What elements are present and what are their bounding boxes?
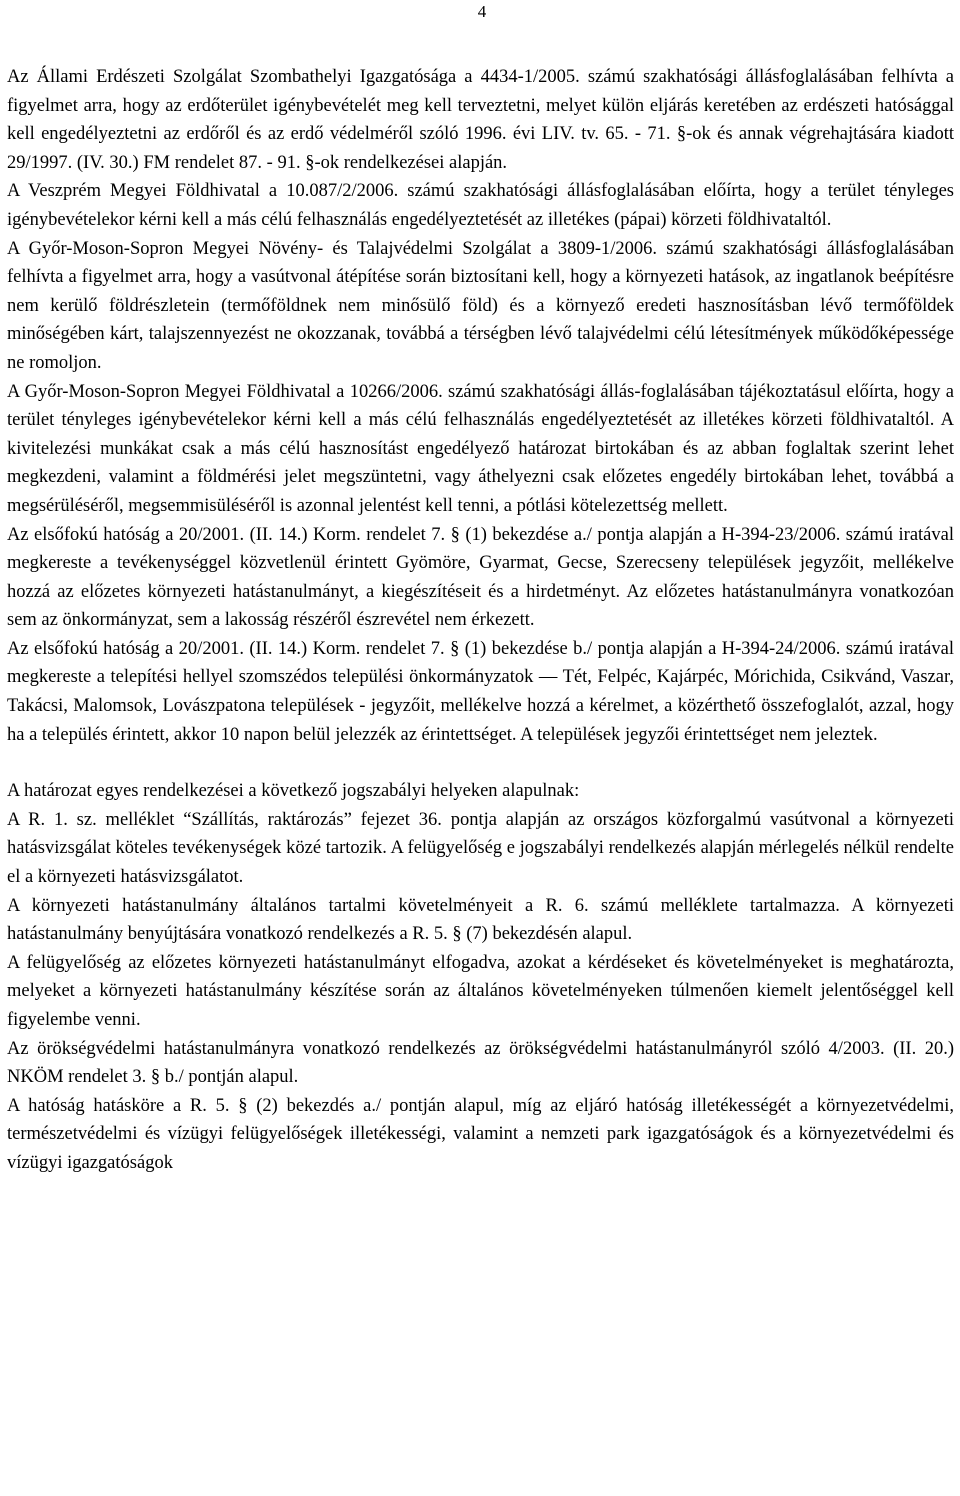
paragraph-authority-competence: A hatóság hatásköre a R. 5. § (2) bekezdés a./ pontján alapul, míg az eljáró hatóság illetékességét a környezetvédelmi, természetvédelmi és vízügyi felügyelőségek illetékességi, valamint a nemzeti park igazgatóságok és a környezetvédelmi és vízügyi igazgatóságok bbox=[7, 1095, 954, 1173]
paragraph-first-instance-a: Az elsőfokú hatóság a 20/2001. (II. 14.) Korm. rendelet 7. § (1) bekezdése a./ pontja alapján a H-394-23/2006. számú iratával megkereste a tevékenységgel közvetlenül érintett Gyömöre, Gyarmat, Gecse, Szerecseny települések jegyzőit, mellékelve hozzá az előzetes környezeti hatástanulmányt, a kiegészítéseit és a hirdetményt. Az előzetes hatástanulmányra vonatkozóan sem az önkormányzat, sem a lakosság részéről észrevétel nem érkezett. bbox=[7, 524, 954, 631]
paragraph-first-instance-b: Az elsőfokú hatóság a 20/2001. (II. 14.) Korm. rendelet 7. § (1) bekezdése b./ pontja alapján a H-394-24/2006. számú iratával megkereste a telepítési hellyel szomszédos települési önkormányzatok ― Tét, Felpéc, Kajárpéc, Mórichida, Csikvánd, Vaszar, Takácsi, Malomsok, Lovászpatona települések - jegyzőit, mellékelve hozzá a kérelmet, a közérthető összefoglalót, azzal, hogy ha a település érintett, akkor 10 napon belül jelezzék az érintettséget. A települések jegyzői érintettséget nem jeleztek. bbox=[7, 638, 954, 745]
document-body bbox=[7, 63, 954, 1178]
paragraph-veszprem-land-office: A Veszprém Megyei Földhivatal a 10.087/2/2006. számú szakhatósági állásfoglalásában előírta, hogy a terület tényleges igénybevételekor kérni kell a más célú felhasználás engedélyeztetését az illetékes (pápai) körzeti földhivataltól. bbox=[7, 181, 954, 230]
paragraph-preliminary-study: A felügyelőség az előzetes környezeti hatástanulmányt elfogadva, azokat a kérdéseket és követelményeket is meghatározta, melyeket a környezeti hatástanulmány készítése során az általános követelményeken túlmenően kiemelt jelentőséggel kell figyelembe venni. bbox=[7, 952, 954, 1030]
paragraph-forestry-service: Az Állami Erdészeti Szolgálat Szombathelyi Igazgatósága a 4434-1/2005. számú szakhatósági állásfoglalásában felhívta a figyelmet arra, hogy az erdőterület igénybevételét meg kell terveztetni, melyet külön eljárás keretében az erdészeti hatósággal kell engedélyeztetni az erdőről és az erdő védelméről szóló 1996. évi LIV. tv. 65. - 71. §-ok és annak végrehajtására kiadott 29/1997. (IV. 30.) FM rendelet 87. - 91. §-ok rendelkezései alapján. bbox=[7, 67, 954, 173]
page-number: 4 bbox=[477, 2, 487, 21]
paragraph-legal-basis-intro: A határozat egyes rendelkezései a következő jogszabályi helyeken alapulnak: bbox=[7, 781, 580, 802]
paragraph-heritage-study: Az örökségvédelmi hatástanulmányra vonatkozó rendelkezés az örökségvédelmi hatástanulmányról szóló 4/2003. (II. 20.) NKÖM rendelet 3. § b./ pontján alapul. bbox=[7, 1038, 954, 1088]
paragraph-gap bbox=[7, 749, 954, 777]
paragraph-plant-soil-protection: A Győr-Moson-Sopron Megyei Növény- és Talajvédelmi Szolgálat a 3809-1/2006. számú szakhatósági állásfoglalásában felhívta a figyelmet arra, hogy a vasútvonal átépítése során biztosítani kell, hogy a környezeti hatások, az ingatlanok beépítésre nem kerülő földrészletein (termőföldnek nem minősülő föld) és a környező eredeti hasznosításban lévő termőföldek minőségében kárt, talajszennyezést ne okozzanak, továbbá a térségben lévő talajvédelmi célú létesítmények működőképessége ne romoljon. bbox=[7, 238, 954, 373]
paragraph-gyor-land-office: A Győr-Moson-Sopron Megyei Földhivatal a 10266/2006. számú szakhatósági állás-foglalásában tájékoztatásul előírta, hogy a terület tényleges igénybevételekor kérni kell a más célú felhasználás engedélyeztetését az illetékes körzeti földhivataltól. A kivitelezési munkákat csak a más célú hasznosítást engedélyező határozat birtokában és az abban foglaltak szerint lehet megkezdeni, valamint a földmérési jelet megszüntetni, vagy áthelyezni csak előzetes engedély birtokában lehet, továbbá a megsérüléséről, megsemmisüléséről is azonnal jelentést kell tenni, a pótlási kötelezettség mellett. bbox=[7, 381, 954, 516]
paragraph-annex-transport: A R. 1. sz. melléklet “Szállítás, raktározás” fejezet 36. pontja alapján az országos közforgalmú vasútvonal a környezeti hatásvizsgálat köteles tevékenységek közé tartozik. A felügyelőség e jogszabályi rendelkezés alapján mérlegelés nélkül rendelte el a környezeti hatásvizsgálatot. bbox=[7, 809, 954, 888]
paragraph-impact-study-requirements: A környezeti hatástanulmány általános tartalmi követelményeit a R. 6. számú melléklete tartalmazza. A környezeti hatástanulmány benyújtására vonatkozó rendelkezés a R. 5. § (7) bekezdésén alapul. bbox=[7, 895, 954, 945]
